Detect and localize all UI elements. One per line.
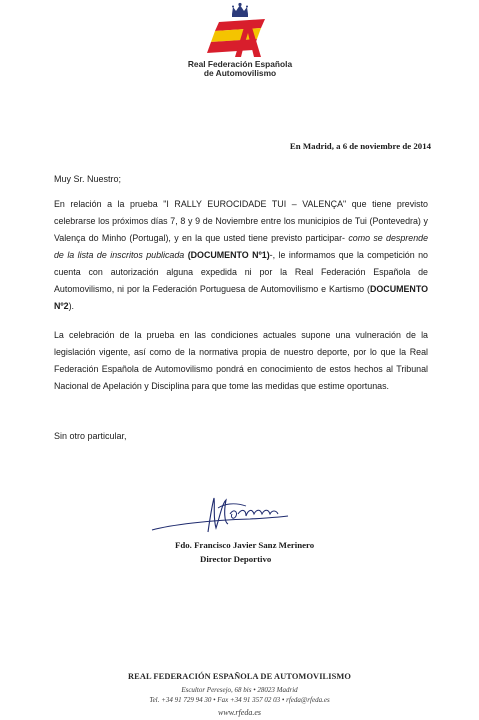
footer-organization: REAL FEDERACIÓN ESPAÑOLA DE AUTOMOVILISMO	[128, 672, 351, 681]
organization-name	[180, 60, 300, 78]
paragraph-1-text-c: ).	[68, 301, 75, 311]
letter-closing: Sin otro particular,	[54, 431, 127, 441]
letter-greeting: Muy Sr. Nuestro;	[54, 174, 122, 184]
footer-website: www.rfeda.es	[218, 708, 261, 717]
footer-contact: Tel. +34 91 729 94 30 • Fax +34 91 357 02 03 • rfeda@rfeda.es	[149, 696, 330, 704]
rfeda-logo-icon	[205, 2, 275, 64]
footer-address: Escultor Peresejo, 68 bis • 28023 Madrid	[181, 686, 298, 694]
paragraph-1-italic: como se desprende de la lista de inscritos publicada	[54, 233, 429, 260]
paragraph-1-text-b: -, le informamos que la competición no cuenta con autorización alguna expedida ni por la Real Federación Española de Automovilismo, ni por la Federación Portuguesa de Automovilismo e Kartismo (	[54, 250, 428, 294]
paragraph-1-text-a: En relación a la prueba "I RALLY EUROCIDADE TUI – VALENÇA" que tiene previsto celebrarse los próximos días 7, 8 y 9 de Noviembre entre los municipios de Tui (Pontevedra) y Valença do Minho (Portugal), y en la que usted tiene previsto participar-	[54, 199, 428, 243]
document-1-reference: (DOCUMENTO Nº1)	[187, 250, 270, 260]
crown-icon	[232, 3, 248, 17]
paragraph-1	[54, 196, 428, 315]
handwritten-signature-icon	[150, 492, 290, 538]
paragraph-2: La celebración de la prueba en las condiciones actuales supone una vulneración de la legislación vigente, así como de la normativa propia de nuestro deporte, por lo que la Real Federación Española de Automovilismo pondrá en conocimiento de estos hechos al Tribunal Nacional de Apelación y Disciplina para que tome las medidas que estime oportunas.	[54, 330, 428, 391]
org-name-line-2: de Automovilismo	[203, 68, 277, 78]
signer-title: Director Deportivo	[200, 554, 272, 564]
letter-date: En Madrid, a 6 de noviembre de 2014	[289, 141, 431, 151]
org-name-line-1: Real Federación Española	[187, 59, 293, 69]
signer-name: Fdo. Francisco Javier Sanz Merinero	[175, 540, 315, 550]
document-2-reference: DOCUMENTO Nº2	[54, 284, 428, 311]
